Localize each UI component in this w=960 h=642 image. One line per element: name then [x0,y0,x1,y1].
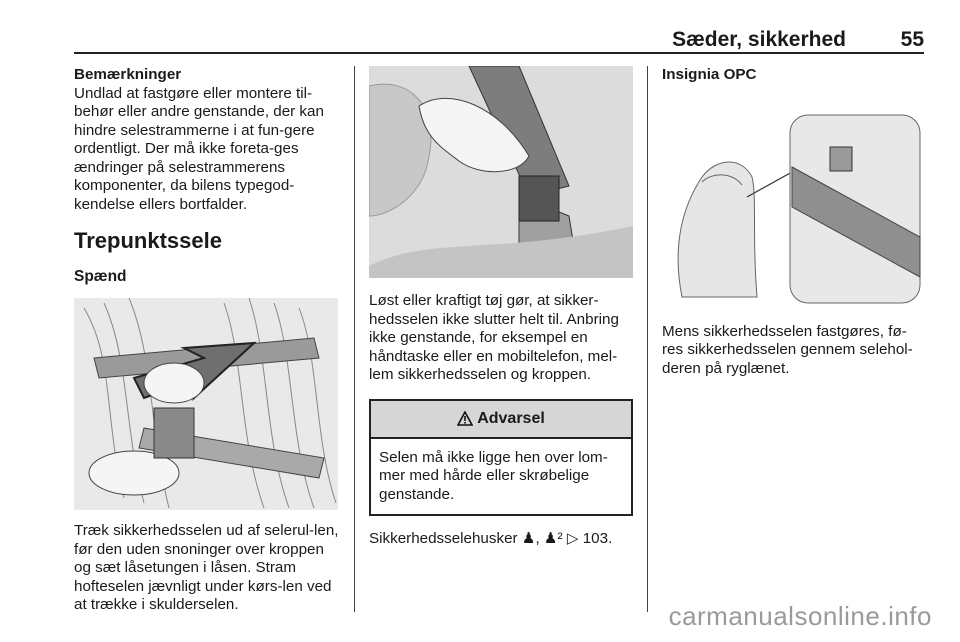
opc-paragraph: Mens sikkerhedsselen fastgøres, fø-res sikkerhedsselen gennem selehol-deren på ryglænet. [662,322,913,377]
warning-box [369,399,633,517]
column-divider [647,66,648,612]
page-header [74,28,924,54]
fastening-instruction: Træk sikkerhedsselen ud af selerul-len, før den uden snoninger over kroppen og sæt låsetungen i låsen. Stram hofteselen jævnligt under kørs-len ved at trække i skulderselen. [74,522,339,613]
clothing-paragraph: Løst eller kraftigt tøj gør, at sikker-hedsselen ikke slutter helt til. Anbring ikke genstande, for eksempel en håndtaske eller en mobiltelefon, mel-lem sikkerhedsselen og kroppen. [369,292,619,383]
note-text: Undlad at fastgøre eller montere til-behør eller andre genstande, der kan hindre selestrammerne i at fun-gere ordentligt. Der må ikke foreta-ges ændringer på selestrammerens komponenter, da bilens typegod-kendelse ellers bortfalder. [74,84,324,213]
header-title: Sæder, sikkerhed [672,28,846,51]
reference-page: 103. [582,530,613,547]
buckle-fastening-illustration [74,298,338,510]
warning-text: Selen må ikke ligge hen over lom-mer med hårde eller skrøbelige genstande. [379,448,608,503]
reminder-label: Sikkerhedsselehusker [369,530,518,547]
page-reference-arrow-icon: ▷ [566,530,579,547]
warning-title: Advarsel [477,409,545,427]
page-number: 55 [900,28,924,51]
section-title: Trepunktssele [74,228,222,253]
column-divider [354,66,355,612]
note-title: Bemærkninger [74,66,182,83]
buckle-closeup-illustration [369,66,633,278]
column-right [662,66,924,378]
warning-header [371,401,631,439]
opc-title: Insignia OPC [662,66,757,83]
seatbelt-reminder-rear-icon: ♟² [543,530,563,547]
column-middle [369,66,633,549]
watermark: carmanualsonline.info [668,601,932,631]
warning-triangle-icon [457,411,473,426]
opc-belt-guide-illustration [662,97,924,309]
header-rule [74,52,924,54]
subsection-title: Spænd [74,268,127,285]
reminder-reference: Sikkerhedsselehusker ♟, ♟² ▷ 103. [369,530,613,547]
column-left [74,66,340,615]
seatbelt-reminder-icon: ♟ [521,530,536,547]
